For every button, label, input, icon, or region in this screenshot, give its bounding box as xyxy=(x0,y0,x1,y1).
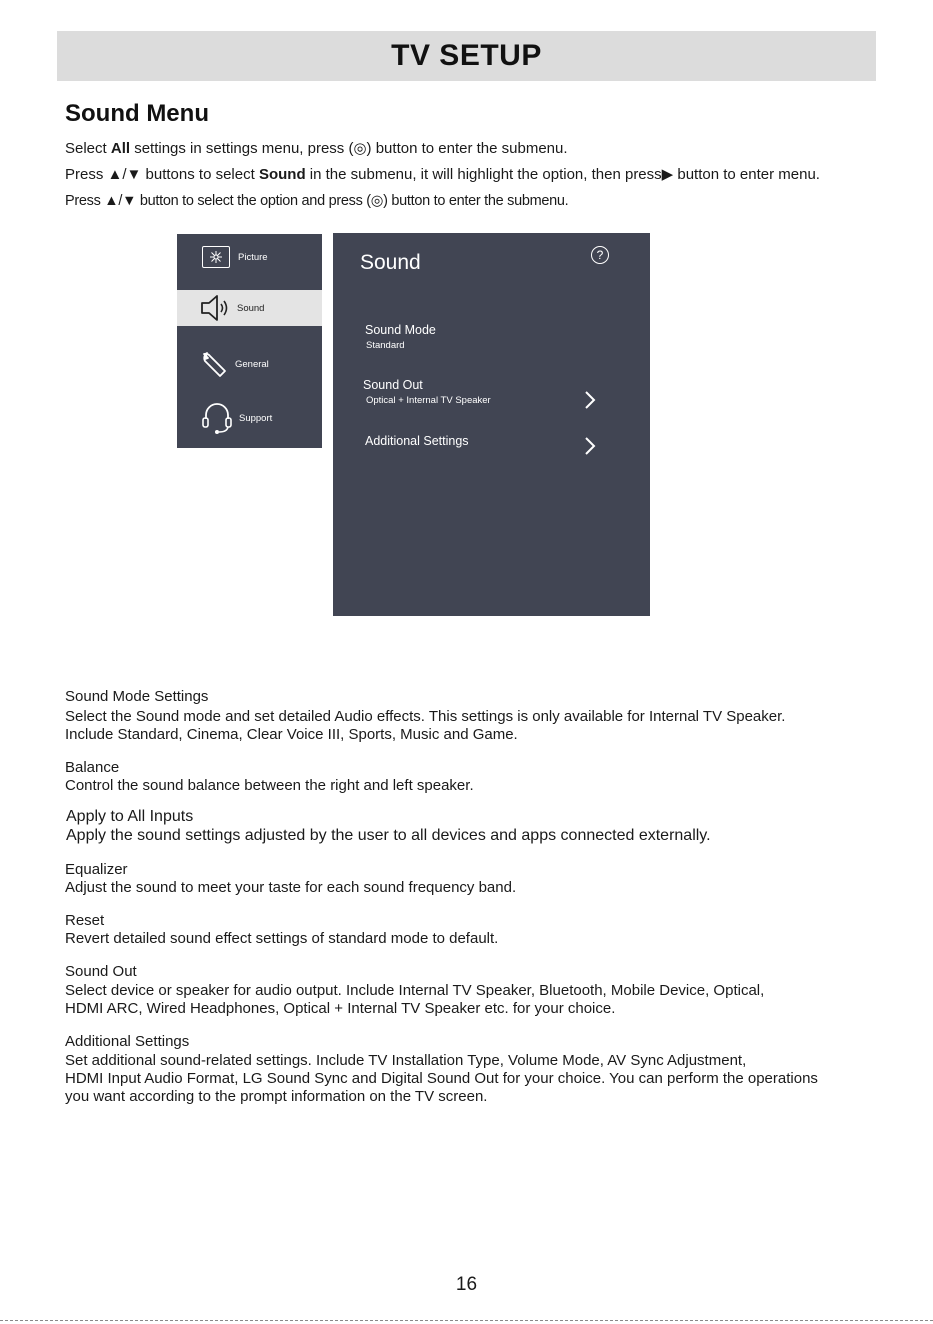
sound-settings-panel xyxy=(333,233,650,616)
help-icon[interactable]: ? xyxy=(591,246,609,264)
option-sound-out[interactable]: Sound Out xyxy=(363,378,423,392)
sidebar-item-label: General xyxy=(235,358,269,370)
chevron-right-icon[interactable] xyxy=(583,436,597,456)
section-title: Sound Menu xyxy=(65,100,209,127)
sidebar-item-general[interactable] xyxy=(177,346,322,382)
desc-line: Select the Sound mode and set detailed Audio effects. This settings is only available for Internal TV Speaker. xyxy=(65,708,786,725)
sidebar-item-support[interactable] xyxy=(177,400,322,436)
desc-heading: Equalizer xyxy=(65,861,128,878)
title-banner xyxy=(57,31,876,81)
desc-line: Set additional sound-related settings. Include TV Installation Type, Volume Mode, AV Sync Adjustment, xyxy=(65,1052,747,1069)
sidebar-item-label: Picture xyxy=(238,251,268,263)
instruction-bold: All xyxy=(110,140,131,157)
desc-body xyxy=(65,930,498,948)
instruction-line-3: Press ▲/▼ button to select the option and press (◎) button to enter the submenu. xyxy=(65,193,569,209)
desc-line: Adjust the sound to meet your taste for each sound frequency band. xyxy=(65,879,517,896)
instruction-text: settings in settings menu, press (◎) button to enter the submenu. xyxy=(130,140,568,157)
desc-heading: Additional Settings xyxy=(65,1033,190,1050)
desc-line: Control the sound balance between the right and left speaker. xyxy=(65,777,474,794)
desc-line: HDMI ARC, Wired Headphones, Optical + Internal TV Speaker etc. for your choice. xyxy=(65,1000,616,1017)
speaker-icon xyxy=(199,294,231,322)
picture-icon xyxy=(202,246,230,268)
chevron-right-icon[interactable] xyxy=(583,390,597,410)
desc-body xyxy=(66,827,711,845)
instruction-line-1 xyxy=(65,139,568,157)
wrench-icon xyxy=(201,350,229,378)
option-sound-mode-value: Standard xyxy=(366,340,405,351)
desc-body xyxy=(65,1052,818,1106)
desc-body xyxy=(65,777,474,795)
desc-body xyxy=(65,982,764,1018)
sidebar-item-label: Sound xyxy=(237,302,265,314)
option-sound-mode[interactable]: Sound Mode xyxy=(365,323,436,337)
desc-body xyxy=(65,708,785,744)
option-additional-settings[interactable]: Additional Settings xyxy=(365,434,469,448)
sidebar-item-picture[interactable] xyxy=(177,242,322,272)
desc-heading: Balance xyxy=(65,759,120,776)
sidebar-item-sound[interactable] xyxy=(177,290,322,326)
settings-sidebar xyxy=(177,234,322,448)
option-sound-out-value: Optical + Internal TV Speaker xyxy=(366,395,491,406)
desc-line: you want according to the prompt information on the TV screen. xyxy=(65,1088,488,1105)
instruction-text: Press ▲/▼ buttons to select xyxy=(65,166,259,183)
desc-heading: Reset xyxy=(65,912,105,929)
sidebar-item-label: Support xyxy=(239,412,273,424)
instruction-bold: Sound xyxy=(258,166,306,183)
page-number: 16 xyxy=(455,1274,478,1295)
instruction-text: Select xyxy=(65,140,111,157)
panel-title: Sound xyxy=(360,251,421,274)
desc-line: HDMI Input Audio Format, LG Sound Sync and Digital Sound Out for your choice. You can perform the operations xyxy=(65,1070,818,1087)
desc-line: Apply the sound settings adjusted by the user to all devices and apps connected externally. xyxy=(66,827,711,844)
desc-line: Select device or speaker for audio output. Include Internal TV Speaker, Bluetooth, Mobile Device, Optical, xyxy=(65,982,765,999)
page-title: TV SETUP xyxy=(391,39,542,72)
desc-heading: Sound Out xyxy=(65,963,137,980)
instruction-text: in the submenu, it will highlight the option, then press▶ button to enter menu. xyxy=(305,166,820,183)
headset-icon xyxy=(201,401,233,435)
desc-body xyxy=(65,879,516,897)
desc-line: Revert detailed sound effect settings of standard mode to default. xyxy=(65,930,499,947)
desc-heading: Sound Mode Settings xyxy=(65,688,209,705)
page-divider xyxy=(0,1320,933,1321)
instruction-line-2 xyxy=(65,165,820,183)
desc-heading: Apply to All Inputs xyxy=(66,808,194,825)
desc-line: Include Standard, Cinema, Clear Voice III, Sports, Music and Game. xyxy=(65,726,518,743)
